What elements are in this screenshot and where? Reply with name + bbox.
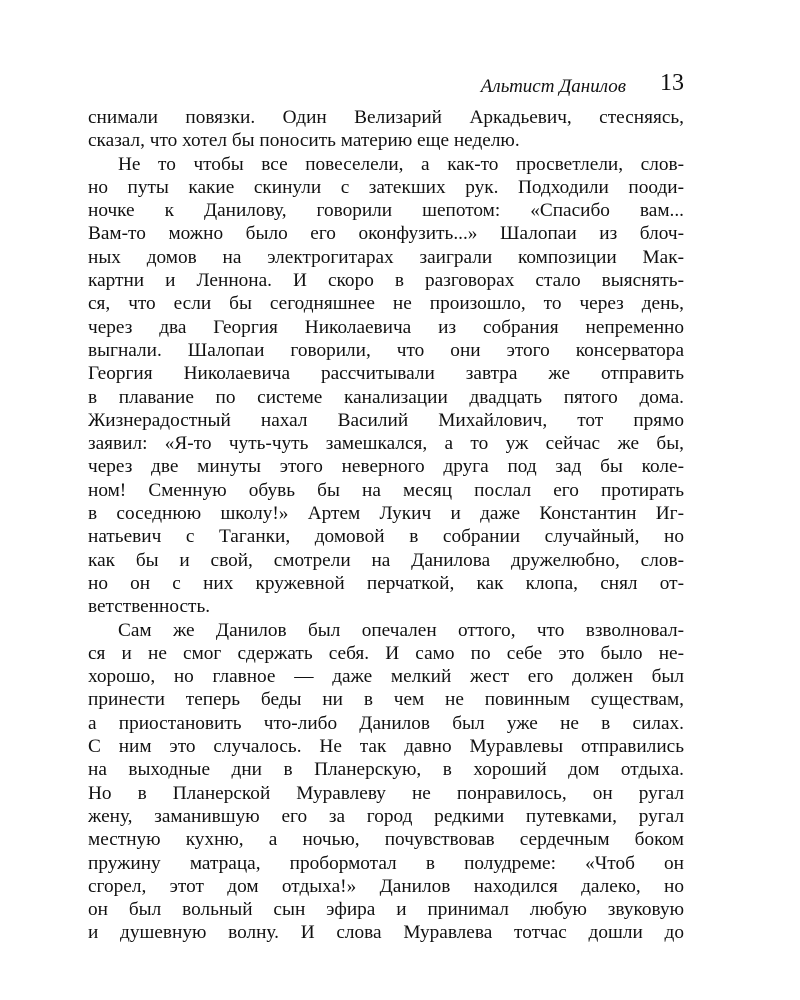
running-header xyxy=(88,70,684,98)
text-line: ных домов на электрогитарах заиграли композиции Мак- xyxy=(88,246,684,268)
text-line: Жизнерадостный нахал Василий Михайлович, тот прямо xyxy=(88,409,684,431)
text-line: пружину матраца, пробормотал в полудреме: «Чтоб он xyxy=(88,852,684,874)
text-line: принести теперь беды ни в чем не повинным существам, xyxy=(88,689,684,711)
text-line: через два Георгия Николаевича из собрания непременно xyxy=(88,316,684,338)
text-line: картни и Леннона. И скоро в разговорах стало выяснять- xyxy=(88,270,684,292)
text-line: ном! Сменную обувь бы на месяц послал его протирать xyxy=(88,479,684,501)
text-line: Но в Планерской Муравлеву не понравилось, он ругал xyxy=(88,782,684,804)
text-line: сказал, что хотел бы поносить материю еще неделю. xyxy=(88,130,520,152)
text-line: ночке к Данилову, говорили шепотом: «Спасибо вам... xyxy=(88,200,684,222)
text-line: ся и не смог сдержать себя. И само по себе это было не- xyxy=(88,642,684,664)
text-line: в плавание по системе канализации двадцать пятого дома. xyxy=(88,386,684,408)
text-line: через две минуты этого неверного друга под зад бы коле- xyxy=(88,456,684,478)
text-line: жену, заманившую его за город редкими путевками, ругал xyxy=(88,805,684,827)
text-line: выгнали. Шалопаи говорили, что они этого консерватора xyxy=(88,339,684,361)
text-line: хорошо, но главное — даже мелкий жест его должен был xyxy=(88,666,684,688)
text-line: местную кухню, а ночью, почувствовав сердечным боком xyxy=(88,829,684,851)
text-line: Сам же Данилов был опечален оттого, что взволновал- xyxy=(118,619,684,641)
text-line: ветственность. xyxy=(88,596,211,618)
text-line: натьевич с Таганки, домовой в собрании случайный, но xyxy=(88,526,684,548)
text-line: снимали повязки. Один Велизарий Аркадьевич, стесняясь, xyxy=(88,107,684,128)
text-line: С ним это случалось. Не так давно Муравлевы отправились xyxy=(88,736,684,758)
text-line: ся, что если бы сегодняшнее не произошло, то через день, xyxy=(88,293,684,315)
body-text xyxy=(88,106,684,945)
text-line: но он с них кружевной перчаткой, как клопа, снял от- xyxy=(88,572,684,594)
text-line: на выходные дни в Планерскую, в хороший дом отдыха. xyxy=(88,759,684,781)
page-number: 13 xyxy=(660,70,684,96)
text-line: сгорел, этот дом отдыха!» Данилов находился далеко, но xyxy=(88,875,684,897)
text-line: Не то чтобы все повеселели, а как-то просветлели, слов- xyxy=(118,153,684,175)
text-line: и душевную волну. И слова Муравлева тотчас дошли до xyxy=(88,922,684,944)
text-line: в соседнюю школу!» Артем Лукич и даже Константин Иг- xyxy=(88,503,684,525)
text-line: но путы какие скинули с затекших рук. Подходили пооди- xyxy=(88,176,684,198)
text-line: как бы и свой, смотрели на Данилова дружелюбно, слов- xyxy=(88,549,684,571)
text-line: Георгия Николаевича рассчитывали завтра же отправить xyxy=(88,363,684,385)
text-line: а приостановить что-либо Данилов был уже не в силах. xyxy=(88,712,684,734)
text-line: Вам-то можно было его оконфузить...» Шалопаи из блоч- xyxy=(88,223,684,245)
text-line: заявил: «Я-то чуть-чуть замешкался, а то уж сейчас же бы, xyxy=(88,433,684,455)
text-line: он был вольный сын эфира и принимал любую звуковую xyxy=(88,899,684,921)
running-title: Альтист Данилов xyxy=(480,76,626,97)
